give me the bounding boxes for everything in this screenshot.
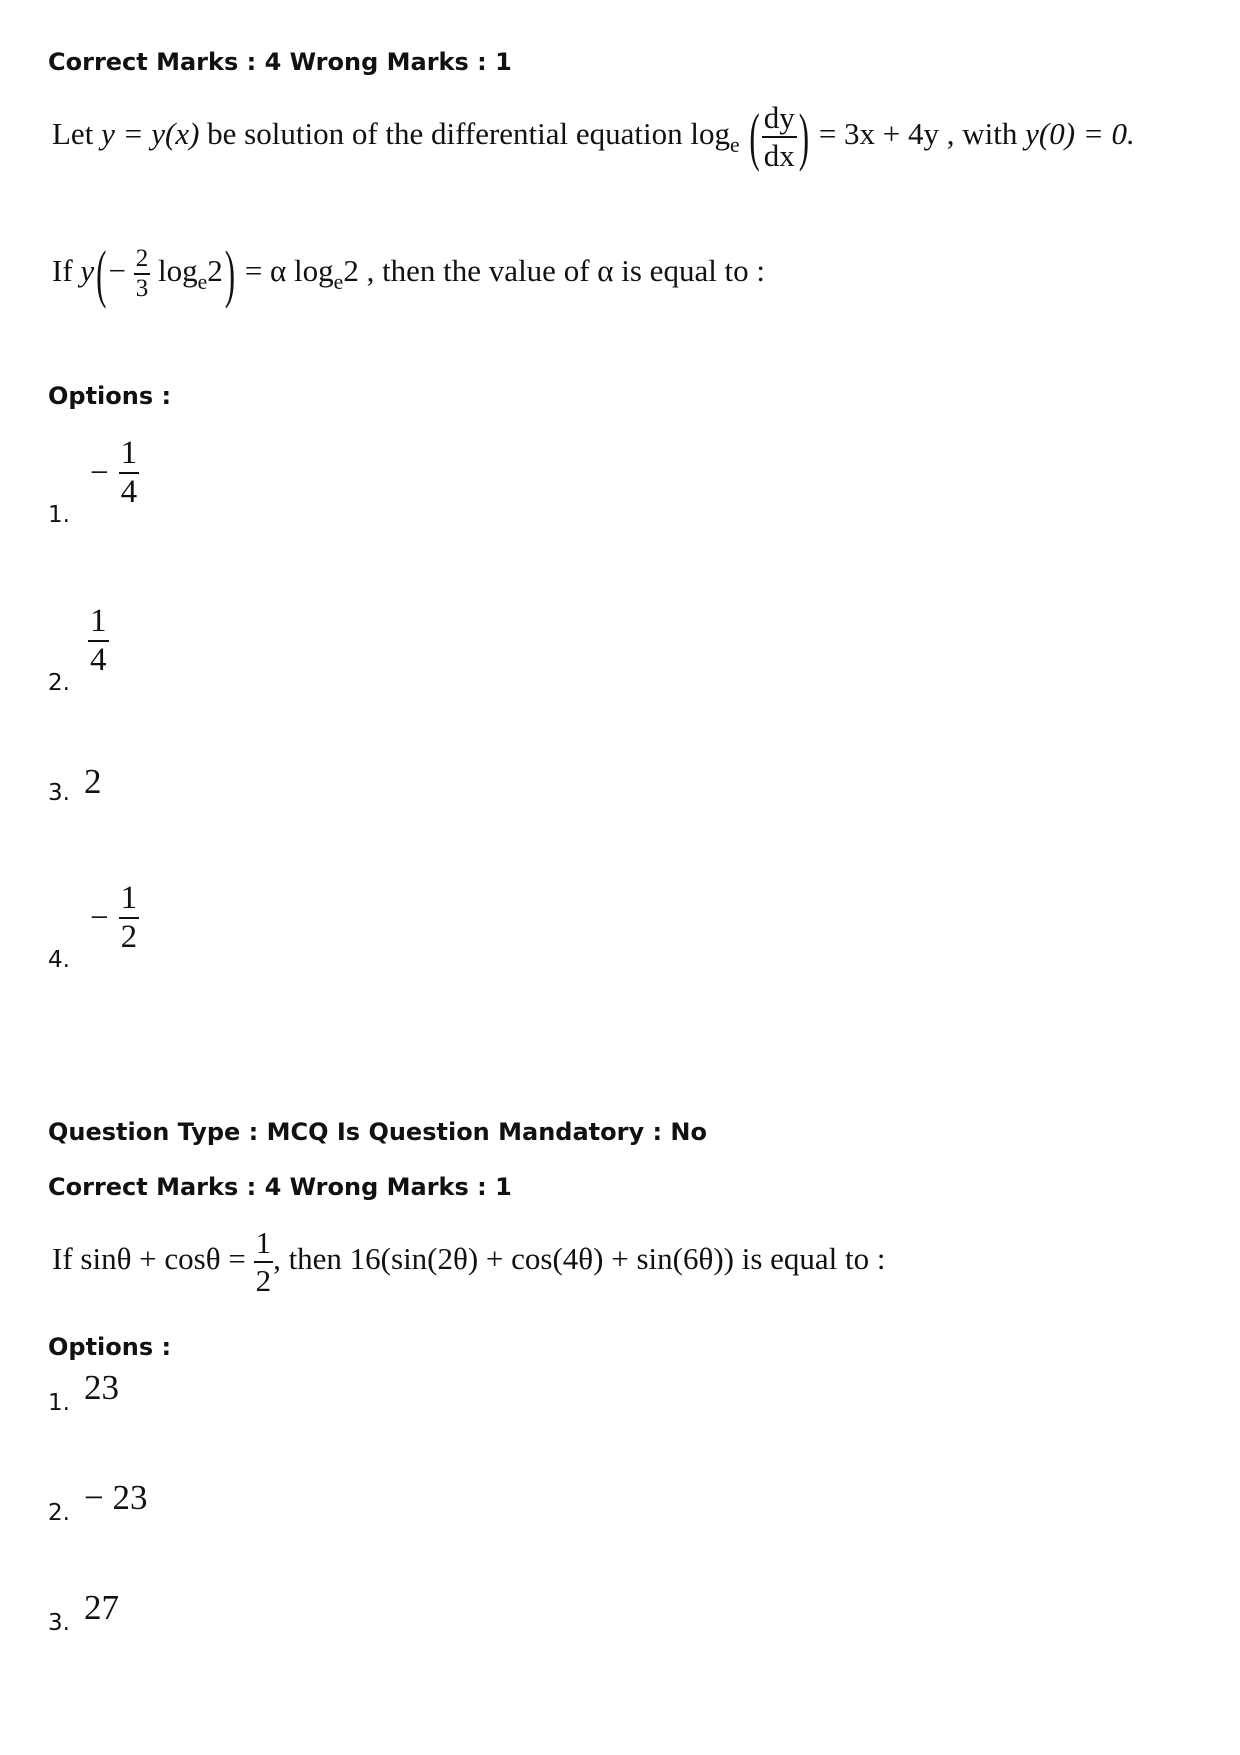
- q2-statement: [52, 1225, 886, 1299]
- q1-option-4-value[interactable]: − $\frac{1}{2}$: [90, 880, 138, 955]
- q1-option-1-value[interactable]: − $\frac{1}{4}$: [90, 435, 138, 510]
- q2-option-1-value[interactable]: 23: [84, 1368, 119, 1407]
- q2-options-label: Options :: [48, 1333, 172, 1361]
- q2-option-1-number[interactable]: 1.: [48, 1390, 70, 1416]
- q1-log: log: [690, 116, 731, 152]
- q1-function: y = y(x): [101, 116, 200, 152]
- q2-type: Question Type : MCQ Is Question Mandatory : No: [48, 1118, 707, 1146]
- q1-question-text: 2 , then the value of α is equal to :: [343, 253, 766, 289]
- q1-rhs: = 3x + 4y , with: [818, 116, 1018, 152]
- q1-let: Let: [52, 116, 94, 152]
- q1-condition: y(0) = 0.: [1025, 116, 1135, 152]
- q1-equals-alpha: = α log: [244, 253, 334, 289]
- q1-option-2-value[interactable]: $\frac{1}{4}$: [90, 603, 107, 678]
- q1-marks: Correct Marks : 4 Wrong Marks : 1: [48, 48, 512, 76]
- q1-option-1-number[interactable]: 1.: [48, 502, 70, 528]
- q1-y: y: [80, 253, 95, 289]
- q2-option-2-value[interactable]: − 23: [84, 1478, 148, 1517]
- q1-options-label: Options :: [48, 382, 172, 410]
- q1-text: be solution of the differential equation: [207, 116, 683, 152]
- q2-option-3-value[interactable]: 27: [84, 1588, 119, 1627]
- q2-option-3-number[interactable]: 3.: [48, 1610, 70, 1636]
- q1-derivative: $\frac{dy}{dx}$: [763, 100, 795, 173]
- q2-option-2-number[interactable]: 2.: [48, 1500, 70, 1526]
- q2-marks: Correct Marks : 4 Wrong Marks : 1: [48, 1173, 512, 1201]
- q2-fraction: $\frac{1}{2}$: [255, 1225, 272, 1298]
- q2-lhs: If sinθ + cosθ =: [52, 1241, 246, 1277]
- q1-option-4-number[interactable]: 4.: [48, 947, 70, 973]
- q1-if: If: [52, 253, 73, 289]
- q1-option-2-number[interactable]: 2.: [48, 670, 70, 696]
- q1-option-3-value[interactable]: 2: [84, 762, 102, 801]
- q2-question-text: , then 16(sin(2θ) + cos(4θ) + sin(6θ)) is equal to :: [273, 1241, 886, 1277]
- q1-statement-2: If y(− $\frac{2}{3}$ $\log_e2) = \alpha$ $\log_e2$ , then the value of α is equal to :: [52, 236, 766, 310]
- q1-statement: Let y = y(x) be solution of the differential equation $\log_e$ ( $\frac{dy}{dx}$ ) = 3x + 4y , with y(0) = 0.: [52, 99, 1135, 173]
- q1-option-3-number[interactable]: 3.: [48, 780, 70, 806]
- q1-fraction-2-3: $\frac{2}{3}$: [135, 245, 149, 302]
- q1-log-base: e: [730, 132, 740, 157]
